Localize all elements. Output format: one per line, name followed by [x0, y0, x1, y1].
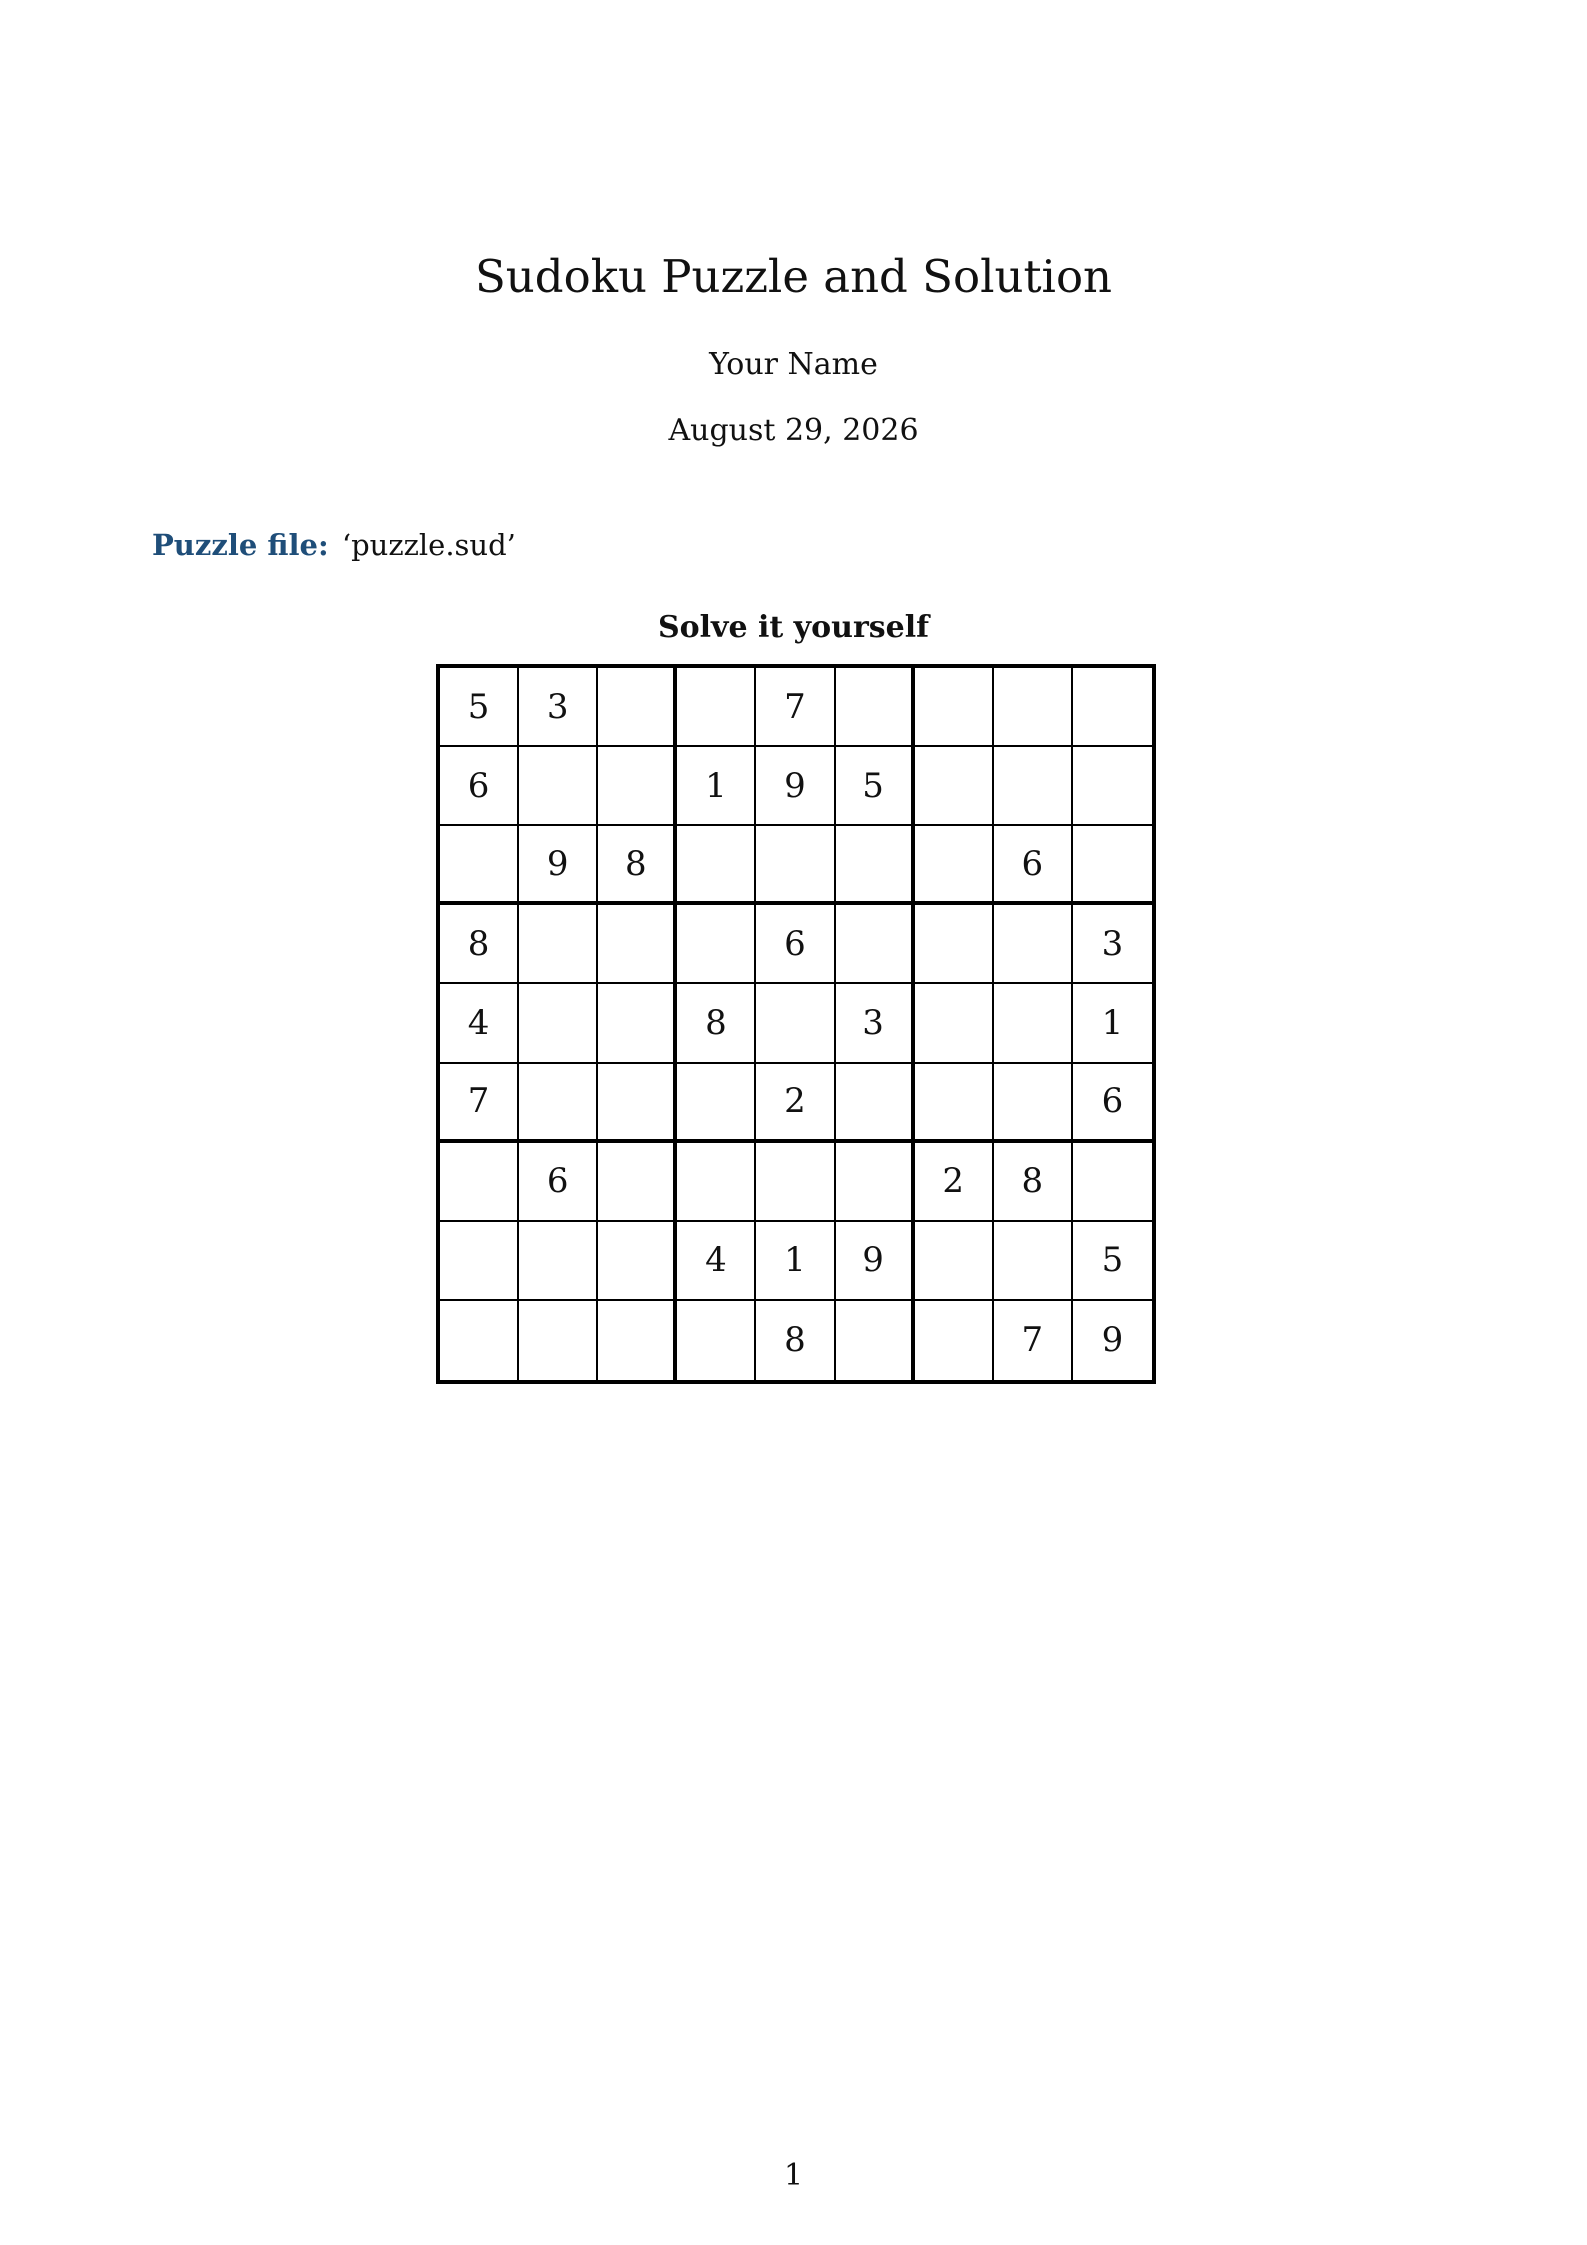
sudoku-cell	[440, 1143, 519, 1222]
sudoku-cell: 6	[440, 747, 519, 826]
puzzle-file-name: ‘puzzle.sud’	[341, 528, 516, 562]
sudoku-cell: 5	[836, 747, 915, 826]
sudoku-cell	[519, 747, 598, 826]
sudoku-cell	[994, 1064, 1073, 1143]
sudoku-cell	[756, 1143, 835, 1222]
sudoku-cell	[915, 1064, 994, 1143]
sudoku-cell	[994, 984, 1073, 1063]
sudoku-cell	[836, 1064, 915, 1143]
sudoku-cell	[519, 1301, 598, 1380]
document-title: Sudoku Puzzle and Solution	[474, 250, 1113, 303]
sudoku-cell	[994, 747, 1073, 826]
page-number: 1	[783, 2158, 804, 2193]
sudoku-cell: 6	[756, 905, 835, 984]
sudoku-cell	[677, 826, 756, 905]
sudoku-cell: 9	[756, 747, 835, 826]
sudoku-cell	[915, 984, 994, 1063]
sudoku-cell: 5	[440, 668, 519, 747]
sudoku-cell	[756, 984, 835, 1063]
document-date: August 29, 2026	[668, 413, 919, 448]
sudoku-cell	[677, 905, 756, 984]
sudoku-cell	[915, 826, 994, 905]
sudoku-cell	[836, 905, 915, 984]
grid-heading: Solve it yourself	[657, 610, 930, 645]
sudoku-cell	[519, 1064, 598, 1143]
sudoku-cell	[836, 826, 915, 905]
sudoku-cell	[598, 1143, 677, 1222]
sudoku-cell	[598, 668, 677, 747]
sudoku-cell	[598, 1064, 677, 1143]
sudoku-cell	[677, 1301, 756, 1380]
sudoku-cell	[1073, 1143, 1152, 1222]
sudoku-cell	[836, 1143, 915, 1222]
sudoku-cell	[677, 668, 756, 747]
sudoku-cell: 8	[994, 1143, 1073, 1222]
sudoku-cell	[440, 1301, 519, 1380]
sudoku-cell	[598, 747, 677, 826]
sudoku-cell: 4	[677, 1222, 756, 1301]
sudoku-cell: 3	[519, 668, 598, 747]
sudoku-cell: 1	[756, 1222, 835, 1301]
sudoku-cell: 9	[836, 1222, 915, 1301]
sudoku-cell	[994, 668, 1073, 747]
sudoku-cell	[915, 1301, 994, 1380]
sudoku-cell: 8	[677, 984, 756, 1063]
sudoku-cell: 4	[440, 984, 519, 1063]
sudoku-cell	[836, 668, 915, 747]
sudoku-cell: 6	[519, 1143, 598, 1222]
sudoku-cell	[677, 1064, 756, 1143]
sudoku-cell	[994, 905, 1073, 984]
puzzle-file-line	[152, 528, 516, 563]
sudoku-cell	[440, 826, 519, 905]
sudoku-cell	[519, 984, 598, 1063]
sudoku-cell	[915, 1222, 994, 1301]
sudoku-cell	[519, 905, 598, 984]
sudoku-cell: 1	[677, 747, 756, 826]
sudoku-cell	[994, 1222, 1073, 1301]
sudoku-cell	[1073, 826, 1152, 905]
sudoku-cell	[915, 747, 994, 826]
sudoku-cell	[915, 905, 994, 984]
sudoku-cell: 6	[1073, 1064, 1152, 1143]
sudoku-cell: 2	[756, 1064, 835, 1143]
sudoku-cell: 3	[836, 984, 915, 1063]
sudoku-cell: 6	[994, 826, 1073, 905]
sudoku-cell: 7	[440, 1064, 519, 1143]
sudoku-cell: 7	[994, 1301, 1073, 1380]
sudoku-cell: 3	[1073, 905, 1152, 984]
sudoku-cell	[915, 668, 994, 747]
sudoku-cell	[1073, 747, 1152, 826]
sudoku-cell	[598, 905, 677, 984]
sudoku-cell	[1073, 668, 1152, 747]
puzzle-file-label: Puzzle file:	[152, 528, 329, 562]
sudoku-cell	[519, 1222, 598, 1301]
sudoku-grid	[436, 664, 1156, 1384]
sudoku-cell: 9	[1101, 1320, 1124, 1361]
sudoku-cell	[440, 1222, 519, 1301]
sudoku-cell: 8	[598, 826, 677, 905]
sudoku-cell: 8	[440, 905, 519, 984]
sudoku-cell	[598, 1301, 677, 1380]
document-author: Your Name	[709, 347, 878, 382]
sudoku-cell: 8	[756, 1301, 835, 1380]
sudoku-cell	[598, 984, 677, 1063]
sudoku-cell: 1	[1073, 984, 1152, 1063]
sudoku-cell	[836, 1301, 915, 1380]
sudoku-cell: 9	[519, 826, 598, 905]
sudoku-cell	[756, 826, 835, 905]
sudoku-cell: 7	[756, 668, 835, 747]
sudoku-cell: 5	[1073, 1222, 1152, 1301]
sudoku-cell	[677, 1143, 756, 1222]
sudoku-cell	[598, 1222, 677, 1301]
sudoku-cell: 2	[915, 1143, 994, 1222]
